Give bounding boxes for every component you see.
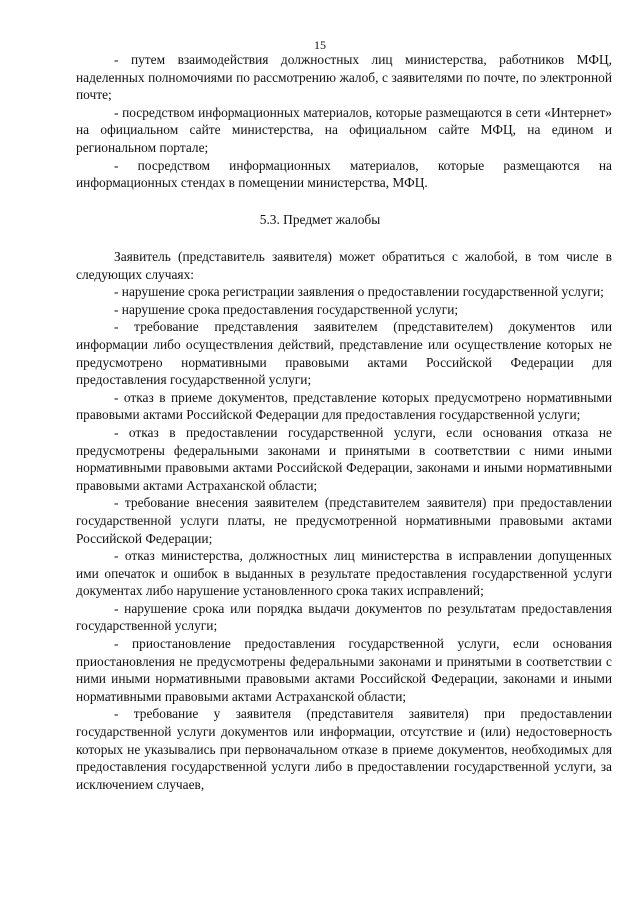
section-heading: 5.3. Предмет жалобы	[259, 212, 381, 227]
case-item: - отказ в предоставлении государственной услуги, если основания отказа не предусмотрены федеральными законами и принятыми в соответствии с ними иными нормативными правовыми актами Российской Федерации, законами и иными нормативными правовыми актами Астраханской области;	[76, 424, 612, 493]
case-item: - отказ министерства, должностных лиц министерства в исправлении допущенных ими опечаток и ошибок в выданных в результате предоставления государственной услуги документах либо нарушение установленного срока таких исправлений;	[76, 548, 612, 599]
paragraph: - посредством информационных материалов, которые размещаются на информационных стендах в помещении министерства, МФЦ.	[76, 157, 612, 191]
case-item: - нарушение срока или порядка выдачи документов по результатам предоставления государственной услуги;	[76, 600, 612, 634]
complaint-cases-block	[76, 248, 612, 793]
page-number: 15	[314, 38, 326, 52]
case-item: - требование представления заявителем (представителем) документов или информации либо осуществления действий, представление или осуществление которых не предусмотрено нормативными правовыми актами Российской Федерации для предоставления государственной услуги;	[76, 319, 612, 388]
case-item: - нарушение срока регистрации заявления о предоставлении государственной услуги;	[114, 284, 604, 300]
paragraph: - посредством информационных материалов, которые размещаются в сети «Интернет» на официальном сайте министерства, на официальном сайте МФЦ, на едином и региональном портале;	[76, 104, 612, 155]
intro-paragraph: Заявитель (представитель заявителя) может обратиться с жалобой, в том числе в следующих случаях:	[76, 249, 612, 282]
case-item: - нарушение срока предоставления государственной услуги;	[114, 301, 459, 317]
paragraph: - путем взаимодействия должностных лиц министерства, работников МФЦ, наделенных полномочиями по рассмотрению жалоб, с заявителями по почте, по электронной почте;	[76, 52, 612, 103]
case-item: - отказ в приеме документов, представление которых предусмотрено нормативными правовыми актами Российской Федерации для предоставления государственной услуги;	[76, 389, 612, 423]
case-item: - приостановление предоставления государственной услуги, если основания приостановления не предусмотрены федеральными законами и принятыми в соответствии с ними иными нормативными правовыми актами Российской Федерации, законами и иными нормативными правовыми актами Астраханской области;	[76, 636, 612, 704]
case-item: - требование внесения заявителем (представителем заявителя) при предоставлении государственной услуги платы, не предусмотренной нормативными правовыми актами Российской Федерации;	[76, 495, 612, 546]
top-text-block	[76, 51, 612, 192]
case-item: - требование у заявителя (представителя заявителя) при предоставлении государственной услуги документов или информации, отсутствие и (или) недостоверность которых не указывались при первоначальном отказе в приеме документов, необходимых для предоставления государственной услуги либо в предоставлении государственной услуги, за исключением случаев,	[76, 706, 612, 792]
